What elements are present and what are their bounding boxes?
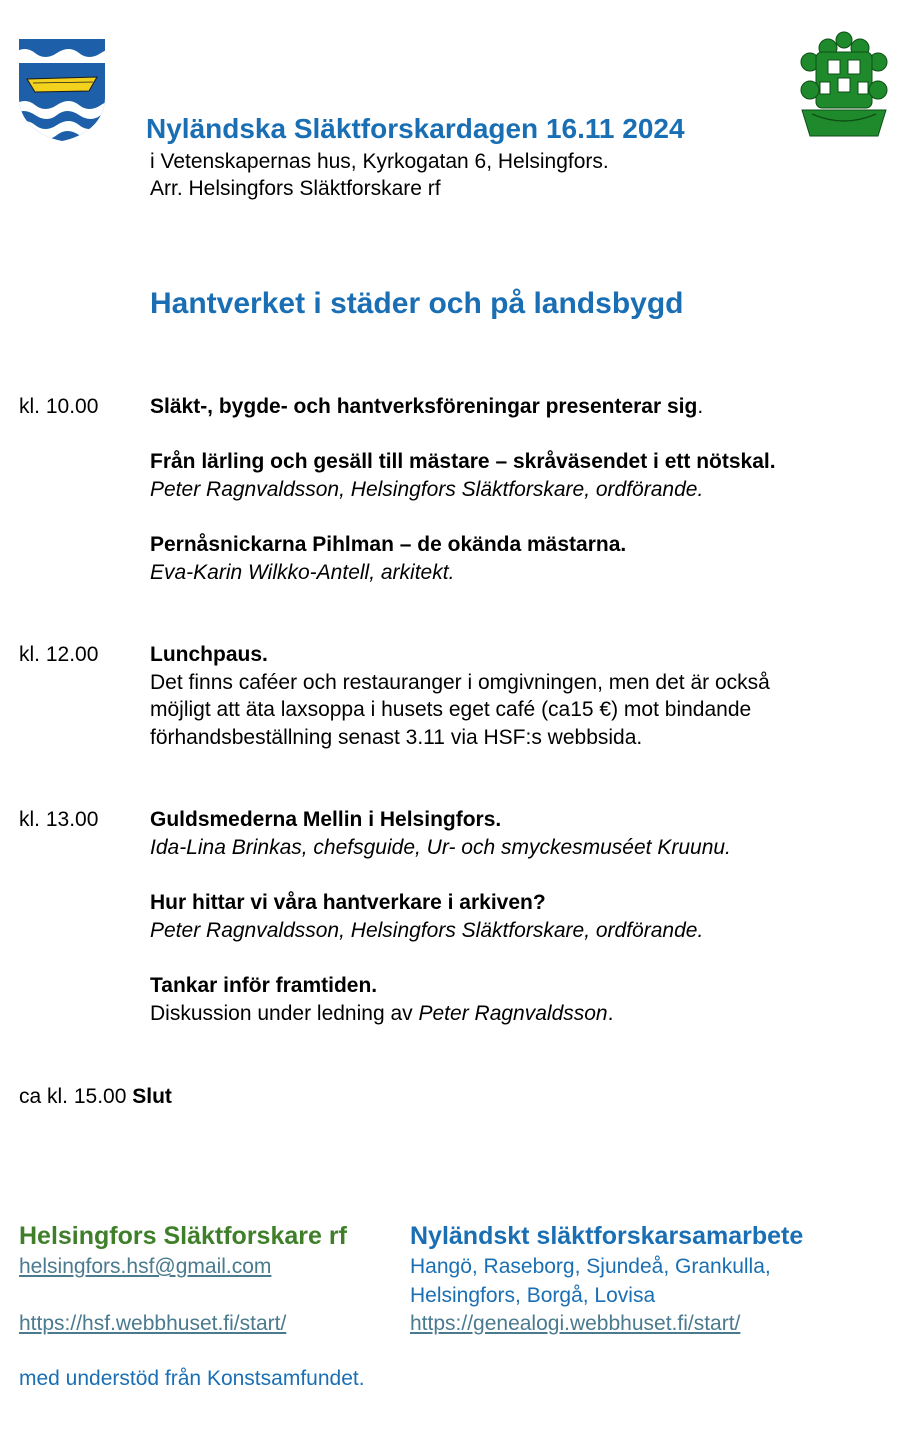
hsf-website-link[interactable]: https://hsf.webbhuset.fi/start/ (19, 1312, 287, 1335)
organizer-line: Arr. Helsingfors Släktforskare rf (150, 177, 441, 200)
session-1-topic-1 (150, 395, 703, 419)
session-3-topic-3: Tankar inför framtiden. (150, 974, 378, 997)
lunch-title: Lunchpaus. (150, 643, 268, 666)
session-3-speaker-1: Ida-Lina Brinkas, chefsguide, Ur- och smyckesmuséet Kruunu. (150, 836, 731, 859)
venue-line: i Vetenskapernas hus, Kyrkogatan 6, Helsingfors. (150, 150, 609, 173)
end-time: ca kl. 15.00 (19, 1085, 127, 1108)
footer-org-1: Helsingfors Släktforskare rf (19, 1222, 347, 1250)
discussion-leader: Peter Ragnvaldsson (418, 1002, 608, 1025)
support-line: med understöd från Konstsamfundet. (19, 1367, 365, 1390)
genealogi-website-link[interactable]: https://genealogi.webbhuset.fi/start/ (410, 1312, 741, 1335)
end-label: Slut (132, 1085, 172, 1108)
session-time-3: kl. 13.00 (19, 808, 99, 831)
lunch-line-2: möjligt att äta laxsoppa i husets eget café (ca15 €) mot bindande (150, 698, 752, 721)
session-1-topic-2: Från lärling och gesäll till mästare – skråväsendet i ett nötskal. (150, 450, 776, 473)
discussion-end: . (607, 1002, 614, 1025)
session-3-speaker-2: Peter Ragnvaldsson, Helsingfors Släktforskare, ordförande. (150, 919, 704, 942)
session-time-2: kl. 12.00 (19, 643, 99, 666)
session-3-discussion (150, 1002, 613, 1026)
session-1-speaker-3: Eva-Karin Wilkko-Antell, arkitekt. (150, 561, 455, 584)
session-3-topic-1: Guldsmederna Mellin i Helsingfors. (150, 808, 502, 831)
footer-org-2: Nyländskt släktforskarsamarbete (410, 1222, 804, 1250)
email-link[interactable]: helsingfors.hsf@gmail.com (19, 1255, 272, 1278)
session-time-1: kl. 10.00 (19, 395, 99, 418)
uusimaa-coat-of-arms-icon (19, 39, 105, 141)
theme-heading: Hantverket i städer och på landsbygd (150, 287, 684, 320)
discussion-prefix: Diskussion under ledning av (150, 1002, 419, 1025)
session-1-speaker-2: Peter Ragnvaldsson, Helsingfors Släktforskare, ordförande. (150, 478, 704, 501)
session-1-topic-3: Pernåsnickarna Pihlman – de okända mästarna. (150, 533, 627, 556)
places-line-1: Hangö, Raseborg, Sjundeå, Grankulla, (410, 1255, 771, 1278)
page-title: Nyländska Släktforskardagen 16.11 2024 (146, 113, 685, 144)
session-3-topic-2: Hur hittar vi våra hantverkare i arkiven? (150, 891, 546, 914)
lunch-line-3: förhandsbeställning senast 3.11 via HSF:s webbsida. (150, 726, 643, 749)
lunch-line-1: Det finns caféer och restauranger i omgivningen, men det är också (150, 671, 770, 694)
topic-end: . (697, 395, 704, 418)
places-line-2: Helsingfors, Borgå, Lovisa (410, 1284, 656, 1307)
end-line (19, 1085, 172, 1109)
topic-title: Släkt-, bygde- och hantverksföreningar presenterar sig (150, 395, 698, 418)
green-emblem-icon (798, 30, 890, 140)
